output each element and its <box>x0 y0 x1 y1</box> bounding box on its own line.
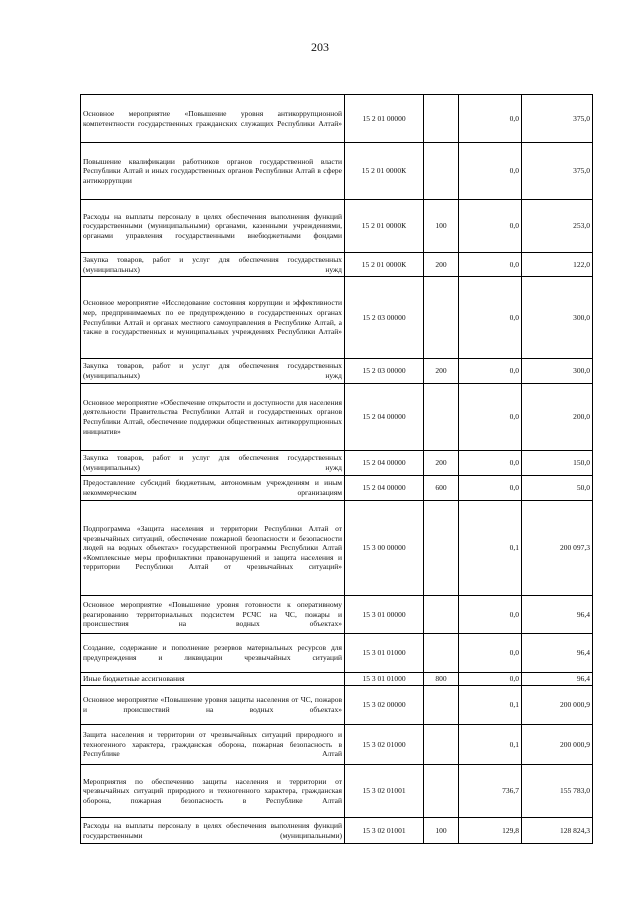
row-vr: 200 <box>424 451 459 476</box>
row-value-a: 129,8 <box>459 818 522 844</box>
row-vr: 800 <box>424 673 459 686</box>
row-code: 15 3 02 01001 <box>345 818 424 844</box>
row-vr <box>424 596 459 634</box>
row-value-b: 253,0 <box>522 200 593 253</box>
row-name: Иные бюджетные ассигнования <box>81 673 345 686</box>
row-code: 15 3 01 00000 <box>345 596 424 634</box>
row-value-a: 0,0 <box>459 277 522 359</box>
row-name: Основное мероприятие «Повышение уровня готовности к оперативному реагированию территориальных подсистем РСЧС на ЧС, пожары и происшествия на водных объектах» <box>81 596 345 634</box>
row-value-a: 0,0 <box>459 95 522 143</box>
row-value-a: 0,1 <box>459 501 522 596</box>
row-code: 15 2 04 00000 <box>345 384 424 451</box>
row-value-b: 96,4 <box>522 596 593 634</box>
row-name: Повышение квалификации работников органов государственной власти Республики Алтай и иных государственных органов Республики Алтай в сфере антикоррупции <box>81 143 345 200</box>
row-code: 15 2 01 0000К <box>345 143 424 200</box>
row-name: Защита населения и территории от чрезвычайных ситуаций природного и техногенного характера, гражданская оборона, пожарная безопасность в Республике Алтай <box>81 725 345 765</box>
page-number: 203 <box>311 40 329 54</box>
row-code: 15 2 01 0000К <box>345 253 424 277</box>
table-row <box>81 501 593 596</box>
row-value-b: 200 000,9 <box>522 686 593 725</box>
row-value-b: 200,0 <box>522 384 593 451</box>
row-value-a: 0,0 <box>459 673 522 686</box>
table-row <box>81 277 593 359</box>
row-vr: 200 <box>424 359 459 384</box>
table-row <box>81 673 593 686</box>
row-value-b: 96,4 <box>522 634 593 673</box>
row-value-b: 375,0 <box>522 143 593 200</box>
row-vr <box>424 765 459 818</box>
row-value-a: 0,0 <box>459 200 522 253</box>
row-code: 15 3 02 00000 <box>345 686 424 725</box>
row-name: Подпрограмма «Защита населения и территории Республики Алтай от чрезвычайных ситуаций, обеспечение пожарной безопасности и безопасности людей на водных объектах» государственной программы Республики Алтай «Комплексные меры профилактики правонарушений и защита населения и территории Республики Алтай от чрезвычайных ситуаций» <box>81 501 345 596</box>
row-vr <box>424 501 459 596</box>
row-value-b: 150,0 <box>522 451 593 476</box>
row-vr: 100 <box>424 818 459 844</box>
row-value-a: 736,7 <box>459 765 522 818</box>
row-name: Создание, содержание и пополнение резервов материальных ресурсов для предупреждения и ликвидации чрезвычайных ситуаций <box>81 634 345 673</box>
row-value-a: 0,0 <box>459 253 522 277</box>
table-row <box>81 765 593 818</box>
table-row <box>81 476 593 501</box>
row-value-b: 300,0 <box>522 277 593 359</box>
row-name: Закупка товаров, работ и услуг для обеспечения государственных (муниципальных) нужд <box>81 359 345 384</box>
table-row <box>81 143 593 200</box>
row-name: Закупка товаров, работ и услуг для обеспечения государственных (муниципальных) нужд <box>81 253 345 277</box>
row-value-a: 0,0 <box>459 476 522 501</box>
row-value-b: 300,0 <box>522 359 593 384</box>
table-row <box>81 359 593 384</box>
table-row <box>81 818 593 844</box>
row-name: Расходы на выплаты персоналу в целях обеспечения выполнения функций государственными (муниципальными) <box>81 818 345 844</box>
row-code: 15 2 01 00000 <box>345 95 424 143</box>
row-code: 15 3 01 01000 <box>345 634 424 673</box>
row-value-b: 200 097,3 <box>522 501 593 596</box>
row-value-a: 0,0 <box>459 143 522 200</box>
row-code: 15 3 00 00000 <box>345 501 424 596</box>
row-value-a: 0,0 <box>459 384 522 451</box>
table-row <box>81 686 593 725</box>
row-vr <box>424 384 459 451</box>
row-code: 15 2 01 0000К <box>345 200 424 253</box>
row-value-a: 0,0 <box>459 359 522 384</box>
table-row <box>81 253 593 277</box>
row-vr: 600 <box>424 476 459 501</box>
table-row <box>81 634 593 673</box>
table-row <box>81 451 593 476</box>
row-value-a: 0,0 <box>459 451 522 476</box>
row-vr: 100 <box>424 200 459 253</box>
row-value-b: 96,4 <box>522 673 593 686</box>
row-value-b: 122,0 <box>522 253 593 277</box>
row-name: Основное мероприятие «Исследование состояния коррупции и эффективности мер, предпринимаемых по ее предупреждению в государственных органах Республики Алтай и органах местного самоуправления в Республике Алтай, а также в государственных и муниципальных учреждениях Республики Алтай» <box>81 277 345 359</box>
row-vr <box>424 725 459 765</box>
row-code: 15 3 01 01000 <box>345 673 424 686</box>
row-value-a: 0,1 <box>459 725 522 765</box>
row-code: 15 3 02 01000 <box>345 725 424 765</box>
row-vr: 200 <box>424 253 459 277</box>
row-name: Основное мероприятие «Повышение уровня антикоррупционной компетентности государственных гражданских служащих Республики Алтай» <box>81 95 345 143</box>
row-code: 15 2 04 00000 <box>345 476 424 501</box>
budget-table <box>80 94 593 844</box>
row-vr <box>424 95 459 143</box>
row-value-b: 375,0 <box>522 95 593 143</box>
table-row <box>81 596 593 634</box>
row-name: Мероприятия по обеспечению защиты населения и территории от чрезвычайных ситуаций природного и техногенного характера, гражданская оборона, пожарная безопасность в Республике Алтай <box>81 765 345 818</box>
row-value-b: 200 000,9 <box>522 725 593 765</box>
row-value-b: 50,0 <box>522 476 593 501</box>
row-name: Расходы на выплаты персоналу в целях обеспечения выполнения функций государственными (муниципальными) органами, казенными учреждениями, органами управления государственными внебюджетными фондами <box>81 200 345 253</box>
row-code: 15 2 04 00000 <box>345 451 424 476</box>
row-vr <box>424 634 459 673</box>
row-name: Предоставление субсидий бюджетным, автономным учреждениям и иным некоммерческим организациям <box>81 476 345 501</box>
row-name: Основное мероприятие «Обеспечение открытости и доступности для населения деятельности Правительства Республики Алтай и государственных органов Республики Алтай, обеспечение поддержки общественных антикоррупционных инициатив» <box>81 384 345 451</box>
row-code: 15 2 03 00000 <box>345 277 424 359</box>
row-name: Закупка товаров, работ и услуг для обеспечения государственных (муниципальных) нужд <box>81 451 345 476</box>
row-code: 15 2 03 00000 <box>345 359 424 384</box>
row-vr <box>424 143 459 200</box>
table-row <box>81 200 593 253</box>
row-vr <box>424 686 459 725</box>
table-row <box>81 95 593 143</box>
row-name: Основное мероприятие «Повышение уровня защиты населения от ЧС, пожаров и происшествий на водных объектах» <box>81 686 345 725</box>
row-vr <box>424 277 459 359</box>
row-value-b: 155 783,0 <box>522 765 593 818</box>
row-code: 15 3 02 01001 <box>345 765 424 818</box>
row-value-a: 0,0 <box>459 596 522 634</box>
table-row <box>81 725 593 765</box>
row-value-a: 0,1 <box>459 686 522 725</box>
table-row <box>81 384 593 451</box>
row-value-b: 128 824,3 <box>522 818 593 844</box>
row-value-a: 0,0 <box>459 634 522 673</box>
